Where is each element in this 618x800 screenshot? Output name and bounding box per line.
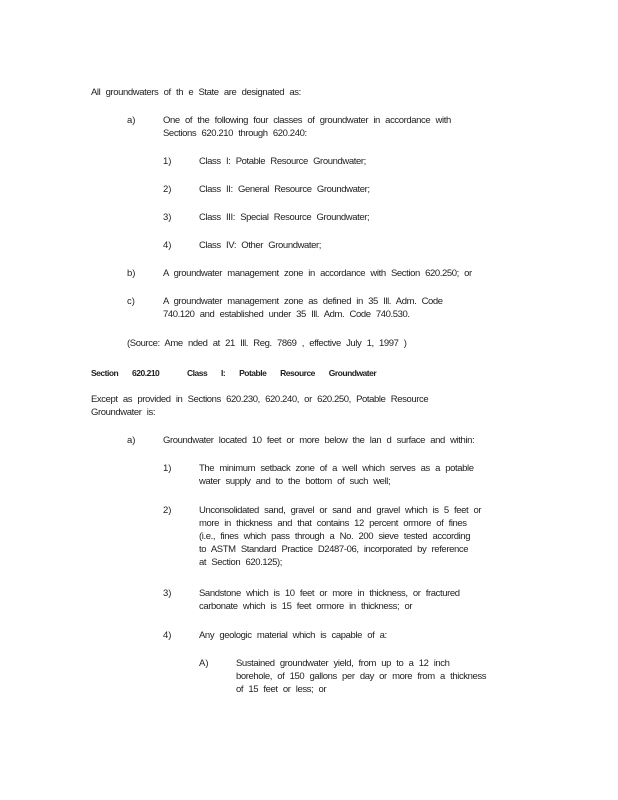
item-a4-label: 4) [163, 240, 172, 251]
item-c-line-1: A groundwater management zone as defined in 35 Ill. Adm. Code [163, 296, 443, 307]
item-a3-text: Class III: Special Resource Groundwater; [199, 212, 370, 223]
item-c-label: c) [127, 296, 135, 307]
sub-3-line-2: carbonate which is 15 feet ormore in thickness; or [199, 601, 413, 612]
except-line-2: Groundwater is: [91, 407, 156, 418]
sub-4A-label: A) [199, 658, 209, 669]
sub-4-text: Any geologic material which is capable of a: [199, 630, 387, 641]
sub-a-label: a) [127, 435, 136, 446]
sub-a-text: Groundwater located 10 feet or more below the lan d surface and within: [163, 435, 475, 446]
sub-1-line-2: water supply and to the bottom of such well; [199, 476, 391, 487]
item-a2-text: Class II: General Resource Groundwater; [199, 184, 370, 195]
item-a4-text: Class IV: Other Groundwater; [199, 240, 322, 251]
section-title: Class I: Potable Resource Groundwater [187, 368, 377, 378]
intro-text: All groundwaters of th e State are designated as: [91, 87, 301, 98]
section-number: Section 620.210 [91, 368, 160, 378]
item-a-line-1: One of the following four classes of groundwater in accordance with [163, 115, 451, 126]
sub-3-label: 3) [163, 588, 172, 599]
sub-1-line-1: The minimum setback zone of a well which serves as a potable [199, 463, 474, 474]
source-note: (Source: Ame nded at 21 Ill. Reg. 7869 , effective July 1, 1997 ) [127, 338, 407, 349]
sub-2-label: 2) [163, 505, 172, 516]
sub-2-line-1: Unconsolidated sand, gravel or sand and gravel which is 5 feet or [199, 505, 482, 516]
sub-3-line-1: Sandstone which is 10 feet or more in thickness, or fractured [199, 588, 460, 599]
item-a1-text: Class I: Potable Resource Groundwater; [199, 156, 366, 167]
sub-4A-line-3: of 15 feet or less; or [236, 684, 327, 695]
sub-2-line-5: at Section 620.125); [199, 557, 283, 568]
sub-1-label: 1) [163, 463, 172, 474]
item-a1-label: 1) [163, 156, 172, 167]
item-c-line-2: 740.120 and established under 35 Ill. Adm. Code 740.530. [163, 309, 410, 320]
item-b-label: b) [127, 268, 136, 279]
except-line-1: Except as provided in Sections 620.230, 620.240, or 620.250, Potable Resource [91, 394, 429, 405]
sub-4A-line-1: Sustained groundwater yield, from up to a 12 inch [236, 658, 450, 669]
sub-4-label: 4) [163, 630, 172, 641]
item-a-line-2: Sections 620.210 through 620.240: [163, 128, 307, 139]
item-a-label: a) [127, 115, 136, 126]
sub-2-line-2: more in thickness and that contains 12 percent ormore of fines [199, 518, 467, 529]
item-b-text: A groundwater management zone in accordance with Section 620.250; or [163, 268, 472, 279]
sub-2-line-3: (i.e., fines which pass through a No. 200 sieve tested according [199, 531, 471, 542]
item-a3-label: 3) [163, 212, 172, 223]
item-a2-label: 2) [163, 184, 172, 195]
sub-4A-line-2: borehole, of 150 gallons per day or more from a thickness [236, 671, 487, 682]
sub-2-line-4: to ASTM Standard Practice D2487-06, incorporated by reference [199, 544, 469, 555]
